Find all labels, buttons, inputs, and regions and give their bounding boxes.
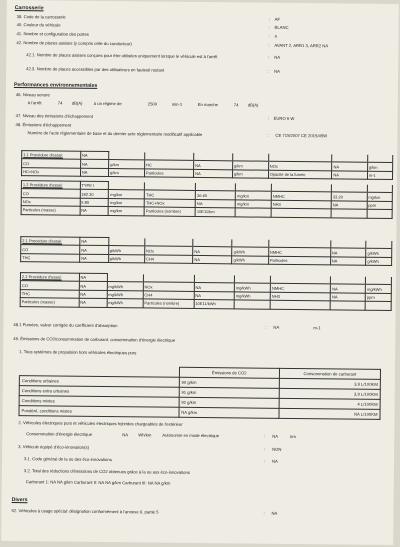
table-cell: mg/km	[109, 190, 145, 199]
table-cell: Particules (masse)	[20, 298, 79, 307]
table-cell: NA	[79, 290, 107, 299]
table-cell: mg/kWh	[234, 283, 270, 292]
table-cell: 10E11/kWh	[194, 300, 234, 309]
table-cell: Particules (masse)	[21, 206, 80, 215]
section-title-misc: Divers	[11, 497, 28, 504]
table-cell: g/kWh	[232, 256, 268, 265]
bodywork-item-value: BLANC	[274, 24, 289, 30]
co2-value: 91 g/km	[179, 387, 279, 398]
table-cell: THC	[20, 289, 79, 298]
table-cell: NA	[331, 201, 367, 210]
table-cell: NOx	[21, 197, 80, 206]
section-title-bodywork: Carrosserie	[14, 5, 44, 12]
procedure-label: 2.2 Procédure d'essai:	[20, 273, 79, 282]
table-cell: g/km	[232, 170, 268, 179]
smoke-value: NA	[273, 324, 280, 330]
noise-stationary-value: 74	[57, 100, 63, 106]
table-cell: mg/km	[109, 207, 145, 216]
table-cell: THC+NOx	[144, 199, 195, 208]
table-cell: CO	[21, 189, 80, 198]
bodywork-item-value: AVANT 2, ARR1 3, ARR2 NA	[274, 42, 329, 49]
noise-speed-value: 2500	[147, 101, 158, 107]
table-cell: g/kWh	[232, 247, 268, 256]
table-cell: CO	[22, 159, 81, 168]
table-cell: NA	[80, 254, 109, 263]
bodywork-list: 38. Code de la carrosserie : AF 40. Couleur du véhicule : BLANC 41. Nombre et configuration des portes : 4 42. Nombre de places assises (y compris celle du conducteur) : AVANT 2, ARR1 3, ARR2 NA	[16, 14, 329, 49]
table-cell: CH4	[143, 291, 194, 300]
table-cell: ppm	[365, 293, 391, 302]
table-cell: g/km	[109, 168, 145, 177]
eco-code-value: NA	[272, 458, 278, 464]
table-cell: mg/km	[367, 193, 393, 202]
electric-vehicles-label: 2. Véhicules électriques purs et véhicules électriques hybrides chargeables de l'extérieur	[18, 420, 183, 427]
table-cell	[330, 301, 365, 310]
euro-level-value: EURO 6 W	[273, 115, 295, 121]
fuel-value: NA L/100KM	[279, 408, 380, 419]
fuel-reduction-line: Carburant 1: NA NA g/km Carburant II: NA NA g/km Carburant III: NA NA g/km	[25, 479, 171, 486]
table-cell: 36.60	[195, 191, 235, 200]
table-cell: NOx	[268, 162, 332, 171]
noise-speed-label: à un régime de	[93, 100, 122, 107]
electric-consumption-label: Consommation d'énergie électrique	[26, 431, 93, 437]
table-cell: NA	[79, 282, 107, 291]
table-cell: NA	[330, 257, 366, 266]
table-cell: NA	[194, 161, 233, 170]
fuel-value: 3,9 L/100KM	[279, 378, 380, 389]
table-cell	[234, 300, 270, 309]
noise-stationary-label: à l'arrêt	[27, 100, 42, 106]
eco-innovation-value: NON	[272, 446, 282, 452]
table-cell: NA	[194, 291, 234, 300]
procedure-value: TYPE I	[80, 181, 109, 190]
wheelchair-seats-value: NA	[274, 68, 280, 74]
table-cell: HC+NOx	[22, 167, 81, 176]
table-cell: NA	[193, 255, 232, 264]
table-cell: NA	[80, 206, 109, 215]
table-cell: THC	[145, 190, 196, 199]
table-cell: CO	[20, 281, 79, 290]
table-cell: mg/km	[109, 198, 145, 207]
emission-table	[20, 236, 392, 266]
table-cell: Particules (nombre)	[143, 299, 194, 308]
electric-consumption-value: NA	[122, 432, 129, 438]
table-cell: NA	[331, 284, 366, 293]
row-label: Conditions mixtes	[19, 396, 179, 408]
document-page: Carrosserie 38. Code de la carrosserie : AF 40. Couleur du véhicule : BLANC 41. Nombre et configuration des portes : 4 42. Nombre de places assises (y compris celle du conducteur) : AVANT 2, ARR1 3, ARR2 NA 42.1. Nombre de places assises conçues pour être utilisées uniquement lorsque le véhicule est à l'arrêt : NA 42.3. Nombre de places accessibles par des utilisateurs en fauteuil roulant : NA Performances environnementales 46. Niveau sonore à l'arrêt 74 dB(A) à un régime de 2500 min-1 En marche 74 dB(A) 47. Niveau des émissions d'échappement : EURO 6 W 48. Émissions d'échappement Numéro de l'acte réglementaire de base et du dernier acte réglementaire modificatif applicable : CE 715/2007 CE 2015/45W 1.1 Procédure d'essai: NA CO NA g/km HC NA g/km NOx NA g/km HC+NOx NA g/km Particules NA g/km Opacité de la fumée NA m-1 1.2 Procédure d'essai: TYPE I CO 182.30 mg/km THC 36.60 mg/km NMHC 33.20 mg/km NOx 5.80 mg/km THC+NOx NA mg/km NH3 NA ppm Particules (masse) NA mg/km Particules (nombre) 10E11/km 2.1 Procédure d'essai: NA CO NA g/kWh NOx NA g/kWh NMHC NA g/kWh THC NA g/kWh CH4 NA g/kWh Particules NA g/kWh 2.2 Procédure d'essai: NA CO NA mg/kWh NOx NA mg/kWh NMHC NA mg/kWh THC NA mg/kWh CH4 NA mg/kWh NH3 NA ppm Particules (masse) NA mg/kWh Particules (nombre) 10E11/kWh 48.1 Fumées, valeur corrigée du coefficient d'absorption : NA m-1 49. Émissions de CO2/consommation de carburant, consommation d'énergie électrique 1. Tous systèmes de propulsion hors véhicules électriques purs Émissions de CO2 Consommation de carburant Conditions urbaines 90 g/km 3,9 L/100KM Conditions extra urbaines 91 g/km 3,9 L/100KM Conditions mixtes 92 g/km 4 L/100KM Pondéré, conditions mixtes NA g/km NA L/100KM 2. Véhicules électriques purs et véhicules électriques hybrides chargeables de l'extérieur Consommation d'énergie électrique NA Wh/km Autonomie en mode électrique : NA km 3. Véhicule équipé d'éco-innovation(s) : NON 3.1. Code général de la ou des éco-innovations : NA 3.2. Total des réductions d'émissions de CO2 obtenues grâce à la ou aux éco-innovations Carburant 1: NA NA g/km Carburant II: NA NA g/km Carburant III: NA NA g/km Divers 52. Véhicules à usage spécial: désignation conformément à l'annexe II, partie 5 : NA	[1, 0, 399, 545]
euro-level-label: 47. Niveau des émissions d'échappement	[15, 113, 94, 119]
table-cell: mg/km	[235, 191, 271, 200]
table-cell: NA	[332, 171, 367, 180]
row-label: Pondéré, conditions mixtes	[19, 406, 179, 418]
table-cell: NH3	[271, 200, 331, 209]
table-cell: NA	[195, 199, 235, 208]
section-title-environment: Performances environnementales	[13, 82, 98, 89]
table-cell: 10E11/km	[195, 208, 235, 217]
row-label: Conditions extra urbaines	[19, 386, 179, 398]
table-cell: HC	[144, 160, 193, 169]
table-cell: CO	[21, 245, 80, 254]
co2-col-header: Émissions de CO2	[179, 367, 279, 378]
table-cell: NA	[80, 168, 108, 177]
noise-unit-2: dB(A)	[247, 102, 259, 108]
procedure-label: 2.1 Procédure d'essai:	[21, 237, 80, 246]
table-cell: NOx	[143, 282, 194, 291]
electric-consumption-unit: Wh/km	[138, 432, 152, 438]
table-cell: NA	[193, 247, 232, 256]
table-cell: mg/kWh	[107, 290, 143, 299]
bodywork-item-value: AF	[274, 16, 281, 22]
table-cell: NA	[194, 169, 233, 178]
table-cell: Particules	[144, 169, 193, 178]
bodywork-item-label: 41. Nombre et configuration des portes	[16, 31, 89, 37]
special-vehicle-label: 52. Véhicules à usage spécial: désignation conformément à l'annexe II, partie 5	[11, 508, 159, 515]
emission-table	[21, 150, 393, 180]
procedure-label: 1.1 Procédure d'essai:	[22, 151, 81, 160]
co2-value: 92 g/km	[179, 397, 279, 408]
eco-innovation-label: 3. Véhicule équipé d'éco-innovation(s)	[18, 444, 90, 450]
table-cell: g/km	[109, 160, 145, 169]
eco-reduction-label: 3.2. Total des réductions d'émissions de CO2 obtenues grâce à la ou aux éco-innovations	[23, 468, 190, 475]
noise-unit-1: dB(A)	[71, 100, 83, 106]
table-cell: NMHC	[271, 192, 331, 201]
bodywork-item-label: 38. Code de la carrosserie	[16, 14, 66, 20]
noise-drive-value: 74	[233, 102, 239, 108]
table-cell: NMHC	[270, 284, 330, 293]
table-cell: g/kWh	[366, 257, 392, 266]
table-cell: Particules (nombre)	[144, 207, 195, 216]
table-cell: NH3	[270, 292, 330, 301]
fuel-col-header: Consommation de carburant	[279, 368, 380, 379]
table-cell: ppm	[367, 201, 393, 210]
table-cell: NA	[80, 160, 108, 169]
fuel-value: 4 L/100KM	[279, 398, 380, 409]
regulation-value: CE 715/2007 CE 2015/45W	[275, 132, 328, 139]
noise-drive-label: En marche	[197, 101, 219, 108]
table-cell	[331, 209, 367, 218]
procedure-value: NA	[79, 273, 107, 282]
table-cell	[365, 301, 391, 310]
exhaust-label: 48. Émissions d'échappement	[15, 122, 72, 128]
co2-table	[18, 365, 381, 420]
table-cell	[271, 208, 331, 217]
table-cell: NA	[80, 246, 109, 255]
table-cell: 182.30	[80, 190, 109, 199]
table-cell	[367, 209, 393, 218]
electric-range-unit: km	[290, 433, 296, 440]
table-cell: NA	[330, 293, 365, 302]
table-cell: g/kWh	[108, 254, 144, 263]
smoke-label: 48.1 Fumées, valeur corrigée du coefficient d'absorption	[13, 322, 118, 329]
regulation-label: Numéro de l'acte réglementaire de base et du dernier acte réglementaire modificatif applicable	[27, 130, 203, 138]
table-cell: THC	[21, 253, 80, 262]
bodywork-item-label: 40. Couleur du véhicule	[16, 22, 61, 28]
seats-standstill-label: 42.1. Nombre de places assises conçues pour être utilisées uniquement lorsque le véhicule est à l'arrêt	[26, 52, 218, 60]
table-cell: m-1	[367, 171, 392, 180]
procedure-label: 1.2 Procédure d'essai:	[21, 181, 80, 190]
table-cell: NMHC	[268, 248, 330, 257]
table-cell: NA	[332, 162, 367, 171]
table-cell: mg/kWh	[234, 292, 270, 301]
procedure-value: NA	[81, 151, 109, 160]
co2-value: 90 g/km	[179, 377, 279, 388]
seats-standstill-value: NA	[274, 54, 281, 60]
eco-code-label: 3.1. Code général de la ou des éco-innovations	[24, 456, 112, 463]
noise-speed-unit: min-1	[171, 101, 183, 107]
co2-sub-label: 1. Tous systèmes de propulsion hors véhicules électriques purs	[19, 349, 137, 356]
table-cell: g/kWh	[108, 246, 144, 255]
co2-label: 49. Émissions de CO2/consommation de carburant, consommation d'énergie électrique	[13, 336, 176, 343]
table-cell: mg/kWh	[365, 285, 391, 294]
fuel-value: 3,9 L/100KM	[279, 388, 380, 399]
special-vehicle-value: NA	[271, 510, 278, 516]
table-cell: g/km	[367, 163, 392, 172]
table-cell: 5.80	[80, 198, 109, 207]
emission-table	[21, 180, 393, 218]
table-cell: g/km	[233, 161, 269, 170]
table-cell: Particules	[268, 256, 330, 265]
noise-label: 46. Niveau sonore	[15, 92, 50, 98]
electric-range-label: Autonomie en mode électrique	[162, 432, 220, 439]
table-cell: CH4	[144, 255, 192, 264]
emission-table	[20, 272, 392, 310]
table-cell: mg/kWh	[107, 299, 143, 308]
co2-value: NA g/km	[179, 407, 279, 418]
wheelchair-seats-label: 42.3. Nombre de places accessibles par des utilisateurs en fauteuil roulant	[26, 66, 165, 73]
smoke-unit: m-1	[313, 325, 321, 331]
table-cell: mg/kWh	[107, 282, 143, 291]
table-cell: Opacité de la fumée	[268, 170, 332, 179]
table-cell	[270, 300, 330, 309]
table-cell: NA	[330, 248, 366, 257]
table-cell: NA	[194, 283, 234, 292]
bodywork-item-label: 42. Nombre de places assises (y compris celle du conducteur)	[16, 40, 132, 47]
table-cell: NOx	[144, 246, 192, 255]
table-cell: mg/km	[235, 200, 271, 209]
table-cell: g/kWh	[366, 249, 392, 258]
table-cell: 33.20	[331, 192, 367, 201]
procedure-value: NA	[80, 237, 109, 246]
row-label: Conditions urbaines	[19, 376, 179, 388]
electric-range-value: NA	[272, 433, 279, 439]
bodywork-item-value: 4	[274, 33, 277, 39]
table-cell: NA	[79, 298, 107, 307]
table-cell	[235, 208, 271, 217]
